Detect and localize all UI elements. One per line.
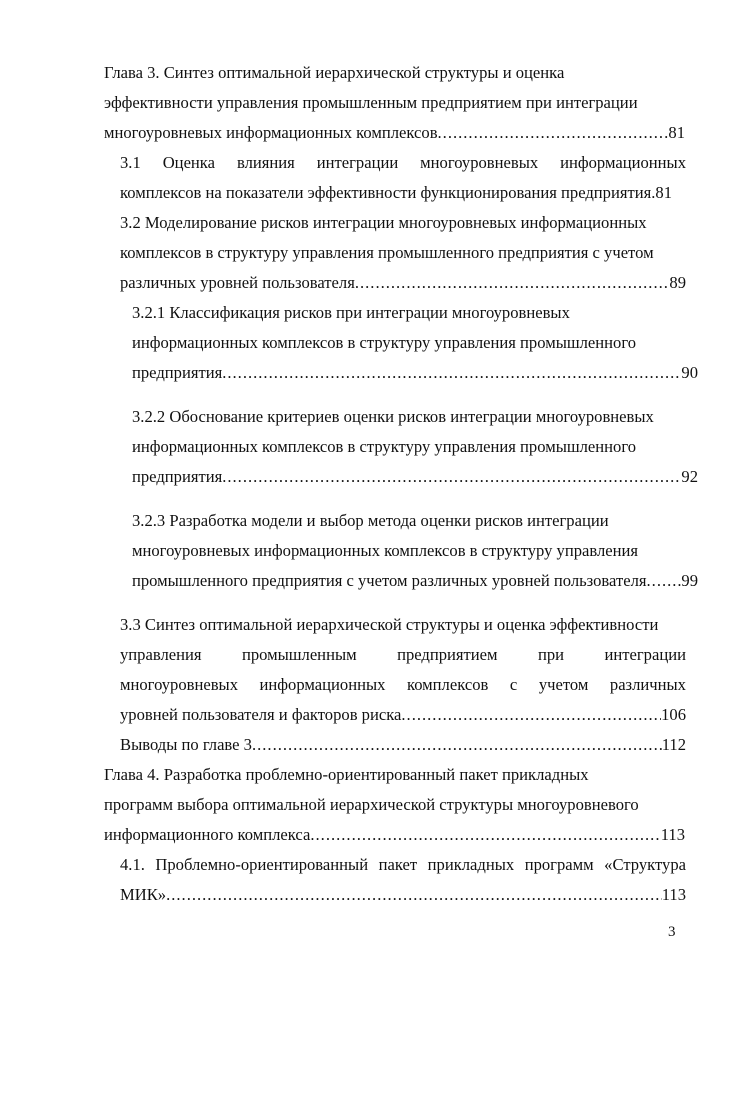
toc-leader-dots (647, 566, 682, 596)
toc-page-number: 99 (681, 571, 698, 590)
toc-line: 3.2 Моделирование рисков интеграции многоуровневых информационных (120, 213, 647, 232)
toc-leader-dots (310, 820, 660, 850)
toc-word: с (509, 675, 518, 694)
toc-entry-4-1[interactable] (120, 850, 686, 910)
toc-page-number: 113 (660, 825, 685, 844)
toc-word: программ (524, 855, 594, 874)
toc-page-number: 89 (669, 273, 686, 292)
toc-last-line (120, 880, 686, 910)
toc-word: при (537, 645, 565, 664)
table-of-contents (0, 58, 733, 910)
toc-label: информационного комплекса (104, 825, 311, 844)
toc-word: учетом (538, 675, 589, 694)
toc-word: Оценка (162, 153, 215, 172)
toc-justified-line (120, 640, 686, 670)
toc-label: многоуровневых информационных комплексов (104, 123, 438, 142)
toc-label: МИК» (120, 885, 167, 904)
toc-last-line (104, 118, 685, 148)
toc-label: предприятия (132, 467, 223, 486)
toc-last-line (104, 820, 685, 850)
toc-last-line (132, 566, 698, 596)
toc-entry-chapter-3[interactable] (104, 58, 685, 148)
page-number: 3 (668, 924, 676, 940)
toc-leader-dots (401, 700, 661, 730)
toc-entry-3-2-2[interactable] (132, 402, 698, 492)
toc-leader-dots (222, 358, 681, 388)
toc-word: многоуровневых (420, 153, 539, 172)
toc-last-line (120, 178, 686, 208)
toc-line: комплексов в структуру управления промышленного предприятия с учетом (120, 243, 654, 262)
toc-entry-3-2-1[interactable] (132, 298, 698, 388)
toc-justified-line (120, 850, 686, 880)
toc-word: управления (120, 645, 202, 664)
toc-word: многоуровневых (120, 675, 238, 694)
toc-leader-dots (222, 462, 681, 492)
toc-line: программ выбора оптимальной иерархической структуры многоуровневого (104, 795, 639, 814)
toc-line: эффективности управления промышленным предприятием при интеграции (104, 93, 638, 112)
toc-word: различных (609, 675, 686, 694)
toc-label: уровней пользователя и факторов риска (120, 705, 402, 724)
toc-page-number: 92 (681, 467, 698, 486)
toc-entry-3-3[interactable] (120, 610, 686, 730)
toc-label: Выводы по главе 3 (120, 735, 252, 754)
toc-word: предприятием (397, 645, 498, 664)
toc-word: комплексов (406, 675, 489, 694)
toc-line: 3.3 Синтез оптимальной иерархической структуры и оценка эффективности (120, 615, 659, 634)
toc-page-number: 113 (661, 885, 686, 904)
toc-last-line (120, 730, 686, 760)
toc-justified-line (120, 670, 686, 700)
toc-line: Глава 4. Разработка проблемно-ориентированный пакет прикладных (104, 765, 589, 784)
toc-leader-dots (252, 730, 662, 760)
toc-label: предприятия (132, 363, 223, 382)
toc-line: Глава 3. Синтез оптимальной иерархической структуры и оценка (104, 63, 565, 82)
toc-leader-dots (438, 118, 669, 148)
toc-leader-dots (166, 880, 662, 910)
toc-page-number: 81 (668, 123, 685, 142)
toc-last-line (132, 462, 698, 492)
toc-last-line (120, 700, 686, 730)
toc-word: интеграции (316, 153, 399, 172)
toc-justified-line (120, 148, 686, 178)
toc-line: многоуровневых информационных комплексов в структуру управления (132, 541, 639, 560)
toc-entry-chapter-4[interactable] (104, 760, 685, 850)
toc-page-number: 106 (661, 705, 686, 724)
toc-word: информационных (560, 153, 686, 172)
toc-line: 3.2.1 Классификация рисков при интеграции многоуровневых (132, 303, 570, 322)
toc-label: промышленного предприятия с учетом различных уровней пользователя (132, 571, 647, 590)
toc-label: комплексов на показатели эффективности функционирования предприятия. (120, 183, 656, 202)
toc-label: различных уровней пользователя (120, 273, 355, 292)
toc-page-number: 90 (681, 363, 698, 382)
toc-line: информационных комплексов в структуру управления промышленного (132, 437, 637, 456)
toc-last-line (120, 268, 686, 298)
toc-entry-conclusions-3[interactable] (120, 730, 686, 760)
toc-last-line (132, 358, 698, 388)
toc-page-number: 81 (655, 183, 673, 202)
toc-word: влияния (236, 153, 295, 172)
toc-line: 3.2.3 Разработка модели и выбор метода оценки рисков интеграции (132, 511, 609, 530)
toc-word: прикладных (427, 855, 515, 874)
toc-word: пакет (378, 855, 418, 874)
toc-word: интеграции (604, 645, 686, 664)
toc-word: Проблемно-ориентированный (155, 855, 369, 874)
toc-word: «Структура (604, 855, 686, 874)
toc-entry-3-2-3[interactable] (132, 506, 698, 596)
toc-line: информационных комплексов в структуру управления промышленного (132, 333, 637, 352)
toc-leader-dots (355, 268, 670, 298)
toc-word: 3.1 (120, 153, 141, 172)
toc-entry-3-2[interactable] (120, 208, 686, 298)
toc-word: промышленным (241, 645, 357, 664)
toc-word: 4.1. (120, 855, 145, 874)
toc-page-number: 112 (661, 735, 686, 754)
toc-word: информационных (259, 675, 386, 694)
toc-entry-3-1[interactable] (120, 148, 686, 208)
toc-line: 3.2.2 Обоснование критериев оценки рисков интеграции многоуровневых (132, 407, 654, 426)
